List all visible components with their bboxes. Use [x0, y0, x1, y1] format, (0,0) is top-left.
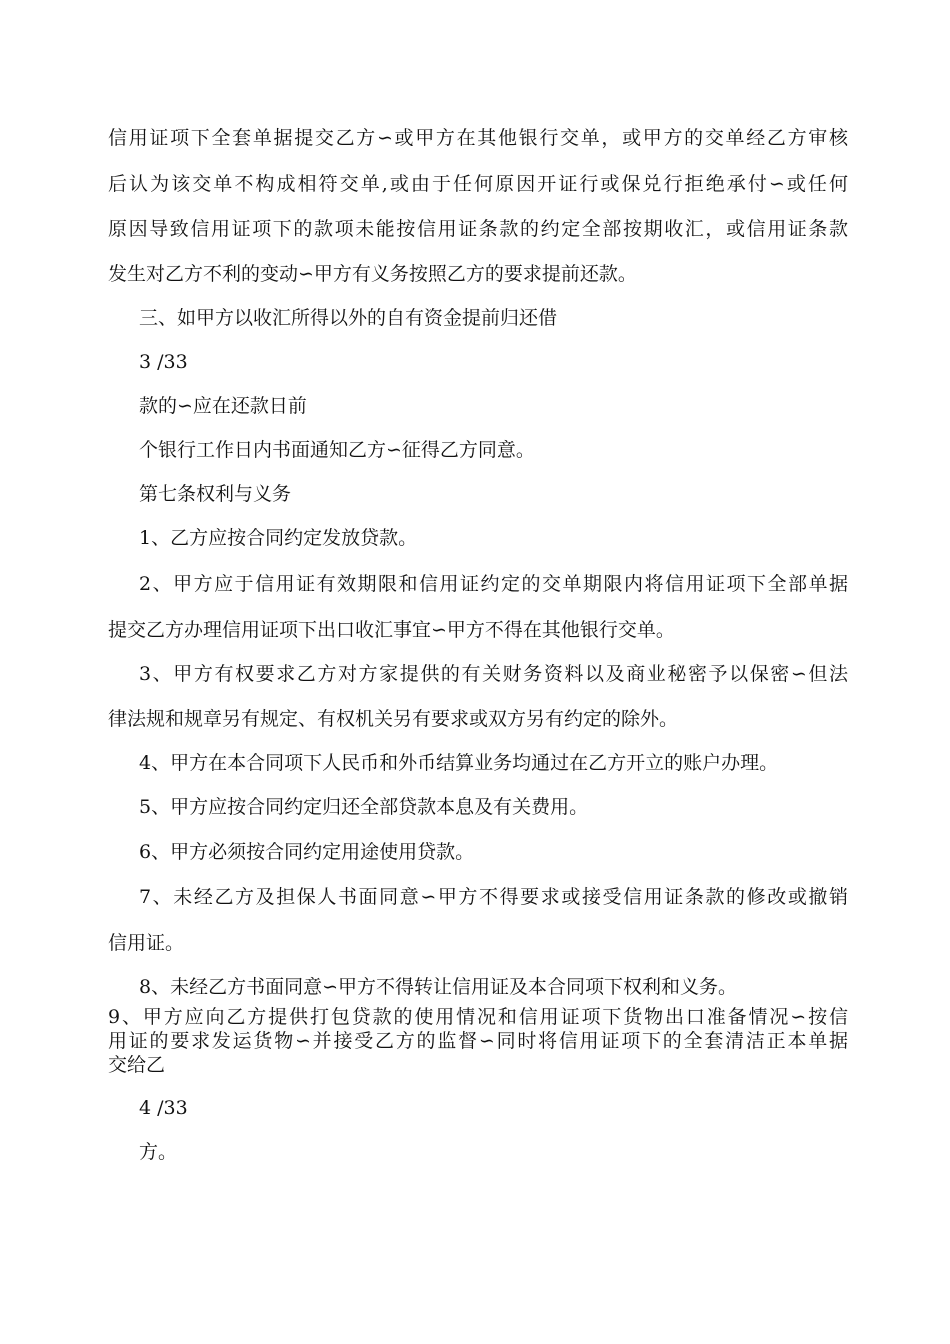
- list-item-continued: 信用证。: [108, 932, 185, 954]
- list-item: 8、未经乙方书面同意∽甲方不得转让信用证及本合同项下权利和义务。: [139, 976, 738, 998]
- list-item: 1、乙方应按合同约定发放贷款。: [139, 527, 418, 549]
- list-item-line: 用证的要求发运货物∽并接受乙方的监督∽同时将信用证项下的全套清洁正本单据: [108, 1030, 848, 1052]
- list-item-line: 9、甲方应向乙方提供打包贷款的使用情况和信用证项下货物出口准备情况∽按信: [108, 1006, 848, 1028]
- article-title: 第七条权利与义务: [139, 483, 292, 505]
- list-item: 2、甲方应于信用证有效期限和信用证约定的交单期限内将信用证项下全部单据: [139, 573, 848, 595]
- list-item-line: 交给乙: [108, 1054, 166, 1076]
- list-item-continued: 律法规和规章另有规定、有权机关另有要求或双方另有约定的除外。: [108, 708, 679, 730]
- clause-three: 三、如甲方以收汇所得以外的自有资金提前归还借: [139, 307, 558, 329]
- paragraph-line: 后认为该交单不构成相符交单,或由于任何原因开证行或保兑行拒绝承付∽或任何: [108, 173, 848, 195]
- list-item: 3、甲方有权要求乙方对方家提供的有关财务资料以及商业秘密予以保密∽但法: [139, 663, 848, 685]
- list-item: 7、未经乙方及担保人书面同意∽甲方不得要求或接受信用证条款的修改或撤销: [139, 886, 848, 908]
- list-item-continued: 提交乙方办理信用证项下出口收汇事宜∽甲方不得在其他银行交单。: [108, 619, 675, 641]
- list-item: 5、甲方应按合同约定归还全部贷款本息及有关费用。: [139, 796, 589, 818]
- paragraph-line: 发生对乙方不利的变动∽甲方有义务按照乙方的要求提前还款。: [108, 263, 637, 285]
- list-item-nine: [108, 1005, 848, 1077]
- paragraph-line: 原因导致信用证项下的款项未能按信用证条款的约定全部按期收汇，或信用证条款: [108, 218, 848, 240]
- list-item: 6、甲方必须按合同约定用途使用贷款。: [139, 841, 475, 863]
- paragraph-line: 信用证项下全套单据提交乙方∽或甲方在其他银行交单，或甲方的交单经乙方审核: [108, 127, 848, 149]
- clause-three-continued: 款的∽应在还款日前: [139, 395, 307, 417]
- clause-three-continued: 个银行工作日内书面通知乙方∽征得乙方同意。: [139, 439, 535, 461]
- page-number: 4 /33: [139, 1097, 188, 1119]
- page-number: 3 /33: [139, 351, 188, 373]
- list-item-continued: 方。: [139, 1141, 178, 1163]
- list-item: 4、甲方在本合同项下人民币和外币结算业务均通过在乙方开立的账户办理。: [139, 752, 779, 774]
